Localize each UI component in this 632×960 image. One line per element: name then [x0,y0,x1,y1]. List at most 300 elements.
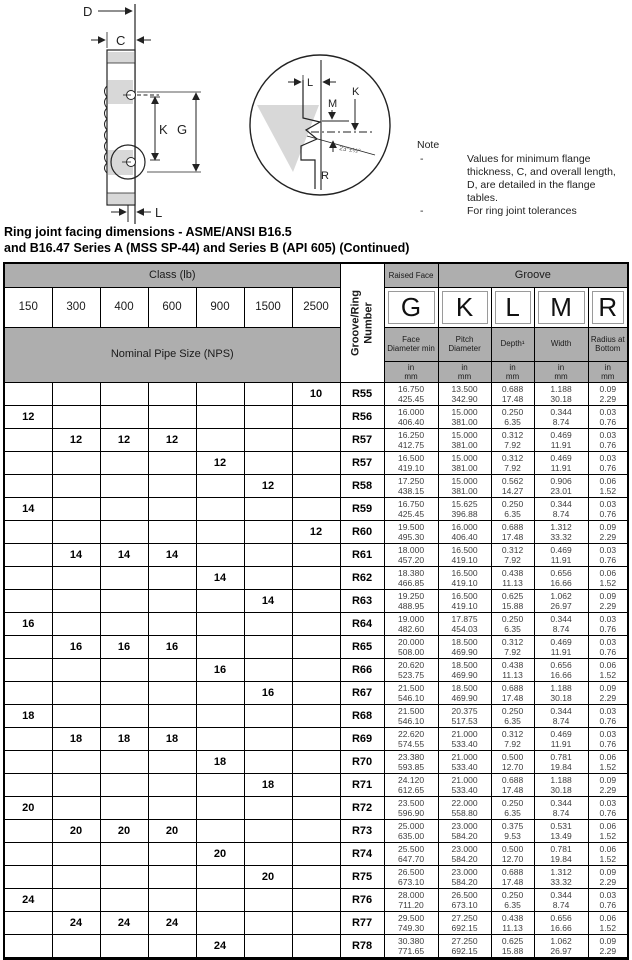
value-in: 0.469 [550,636,572,647]
dim-label-l: L [155,205,163,220]
nps-cell [292,474,340,497]
value-in: 0.06 [599,843,617,854]
nps-cell [196,681,244,704]
value-mm: 419.10 [451,601,478,611]
dim-cell [491,934,534,958]
letter-m: M [538,291,585,324]
value-in: 0.688 [501,521,524,532]
nps-cell [196,405,244,428]
detail-label-m: M [328,98,338,110]
dim-cell [534,520,588,543]
ring-number-cell: R69 [340,727,384,750]
value-mm: 6.35 [504,808,521,818]
value-in: 15.000 [451,452,478,463]
value-in: 18.380 [398,567,425,578]
dim-cell [438,451,491,474]
value-in: 16.000 [398,406,425,417]
value-mm: 0.76 [599,417,617,427]
nps-cell [196,543,244,566]
dim-cell [491,451,534,474]
dim-cell [588,796,628,819]
nps-cell [148,497,196,520]
dim-cell [588,635,628,658]
nps-cell [100,520,148,543]
dim-cell [438,543,491,566]
value-in: 0.250 [501,498,524,509]
unit-mm: mm [404,371,418,381]
dim-label-c: C [116,33,126,48]
value-in: 0.500 [501,843,524,854]
letter-cell-g [384,287,438,327]
letter-k: K [442,291,488,324]
value-in: 24.120 [398,774,425,785]
value-mm: 692.15 [451,923,478,933]
value-in: 0.688 [501,866,524,877]
dim-cell [384,520,438,543]
value-in: 0.781 [550,843,572,854]
nps-cell [4,428,52,451]
bullet-dash: - [420,153,424,165]
dim-cell [384,612,438,635]
table-row [4,819,628,842]
nps-cell [196,635,244,658]
value-in: 0.312 [501,544,524,555]
value-mm: 0.76 [599,900,617,910]
ring-number-cell: R64 [340,612,384,635]
dim-cell [491,911,534,934]
dim-cell [534,819,588,842]
value-in: 0.469 [550,429,572,440]
dim-cell [534,474,588,497]
value-mm: 1.52 [599,854,617,864]
nps-cell [4,382,52,405]
dim-cell [534,566,588,589]
ring-number-header [340,263,384,382]
dim-cell [384,566,438,589]
ring-number-cell: R72 [340,796,384,819]
dim-cell [491,635,534,658]
nps-cell [292,911,340,934]
nps-cell [196,612,244,635]
value-mm: 523.75 [398,670,425,680]
nps-cell [100,888,148,911]
value-in: 19.000 [398,613,425,624]
value-mm: 546.10 [398,693,425,703]
unit-in: in [604,362,611,372]
nps-cell [148,796,196,819]
nps-cell [244,704,292,727]
ring-number-cell: R58 [340,474,384,497]
value-in: 16.250 [398,429,425,440]
value-in: 0.625 [501,590,524,601]
class-300: 300 [52,287,100,327]
dim-cell [384,704,438,727]
nps-cell [196,520,244,543]
dim-cell [588,911,628,934]
value-mm: 17.48 [501,693,524,703]
value-mm: 6.35 [504,417,521,427]
dim-cell [384,934,438,958]
nps-cell [4,474,52,497]
value-mm: 419.10 [398,463,425,473]
class-150: 150 [4,287,52,327]
value-in: 16.500 [451,544,478,555]
dim-cell [384,497,438,520]
nps-cell [244,819,292,842]
units-cell [438,361,491,382]
dim-cell [588,451,628,474]
value-in: 0.03 [599,406,617,417]
unit-in: in [407,362,415,372]
table-row [4,934,628,958]
value-mm: 2.29 [599,946,617,956]
value-mm: 546.10 [398,716,425,726]
value-mm: 419.10 [451,578,478,588]
nps-cell: 18 [52,727,100,750]
dim-cell [534,635,588,658]
nps-cell [4,934,52,958]
value-mm: 2.29 [599,785,617,795]
nps-cell [100,497,148,520]
value-mm: 11.13 [502,923,523,933]
dim-cell [384,382,438,405]
nps-cell [292,405,340,428]
ring-number-cell: R70 [340,750,384,773]
value-in: 21.000 [451,751,478,762]
value-in: 0.688 [501,383,524,394]
value-in: 0.375 [501,820,524,831]
class-600: 600 [148,287,196,327]
nps-cell [100,474,148,497]
value-mm: 15.88 [501,601,524,611]
nps-cell [196,727,244,750]
value-in: 16.500 [451,590,478,601]
nps-cell [52,704,100,727]
value-mm: 749.30 [398,923,425,933]
ring-number-header-label: Groove/Ring Number [349,289,375,356]
value-in: 0.656 [550,567,572,578]
value-mm: 7.92 [504,647,521,657]
unit-in: in [557,362,565,372]
value-mm: 19.84 [550,854,572,864]
value-in: 1.062 [550,590,572,601]
value-mm: 1.52 [599,670,617,680]
value-in: 0.03 [599,613,617,624]
table-row [4,888,628,911]
nps-cell: 20 [196,842,244,865]
nps-cell [292,773,340,796]
value-mm: 30.18 [550,394,572,404]
dim-cell [534,543,588,566]
table-row [4,750,628,773]
dim-cell [588,842,628,865]
value-mm: 8.74 [552,509,570,519]
value-mm: 16.66 [550,578,572,588]
dim-cell [438,773,491,796]
nps-cell: 20 [100,819,148,842]
nps-cell [148,750,196,773]
nps-cell [196,773,244,796]
nps-cell [148,612,196,635]
value-mm: 6.35 [504,716,521,726]
nps-cell [52,750,100,773]
nps-cell [148,658,196,681]
nps-cell [100,704,148,727]
dim-cell [588,589,628,612]
dim-cell [491,382,534,405]
value-in: 0.09 [599,521,617,532]
table-row [4,658,628,681]
table-row [4,911,628,934]
table-row [4,497,628,520]
nps-cell [52,612,100,635]
value-in: 23.000 [451,843,478,854]
value-in: 0.250 [501,705,524,716]
table-row [4,773,628,796]
value-mm: 6.35 [504,509,521,519]
dim-cell [438,589,491,612]
dim-cell [491,842,534,865]
value-mm: 30.18 [550,785,572,795]
value-in: 16.500 [451,567,478,578]
unit-mm: mm [601,371,615,381]
dim-label-k: K [159,122,168,137]
nps-cell [292,750,340,773]
nps-cell [4,520,52,543]
value-in: 23.500 [398,797,425,808]
nps-cell [100,773,148,796]
nps-cell: 16 [148,635,196,658]
detail-label-l: L [307,77,314,89]
value-in: 15.000 [451,406,478,417]
value-in: 25.500 [398,843,425,854]
title-line-1: Ring joint facing dimensions - ASME/ANSI B16.5 [4,225,292,239]
dim-cell [384,543,438,566]
value-in: 0.656 [550,912,572,923]
nps-cell [4,911,52,934]
nps-cell [100,382,148,405]
value-mm: 469.90 [451,693,478,703]
value-in: 0.250 [501,406,524,417]
dim-cell [384,773,438,796]
value-in: 1.188 [550,682,572,693]
value-mm: 711.20 [398,900,424,910]
note-item-text: Values for minimum flange thickness, C, and overall length, D, are detailed in the flange tables. [467,153,616,204]
nps-cell [196,796,244,819]
value-in: 18.500 [451,659,478,670]
dim-cell [534,589,588,612]
table-row [4,589,628,612]
letter-l: L [495,291,531,324]
title-line-2: and B16.47 Series A (MSS SP-44) and Series B (API 605) (Continued) [4,241,410,255]
value-mm: 438.15 [398,486,425,496]
nps-cell [52,474,100,497]
nps-cell: 14 [4,497,52,520]
value-in: 0.06 [599,567,617,578]
nps-cell [244,934,292,958]
ring-number-cell: R66 [340,658,384,681]
value-in: 13.500 [451,383,478,394]
dim-cell [588,405,628,428]
value-mm: 2.29 [599,532,617,542]
table-row [4,566,628,589]
ring-number-cell: R59 [340,497,384,520]
nps-cell [52,934,100,958]
nps-cell [52,405,100,428]
dimensions-table-wrap [3,262,629,960]
value-mm: 17.48 [501,532,524,542]
value-in: 0.09 [599,774,617,785]
value-in: 0.344 [550,498,572,509]
value-mm: 11.91 [550,739,572,749]
dim-cell [588,658,628,681]
nps-cell [100,750,148,773]
ring-number-cell: R76 [340,888,384,911]
nps-cell [148,704,196,727]
value-mm: 584.20 [451,877,478,887]
dim-cell [438,819,491,842]
nps-cell [52,681,100,704]
value-in: 0.438 [501,912,524,923]
nps-cell [4,566,52,589]
ring-number-cell: R77 [340,911,384,934]
nps-cell: 18 [148,727,196,750]
dim-cell [534,773,588,796]
dim-cell [588,681,628,704]
dim-cell [384,658,438,681]
value-mm: 596.90 [398,808,425,818]
value-mm: 33.32 [550,877,572,887]
value-mm: 6.35 [504,900,521,910]
value-mm: 11.91 [550,440,572,450]
dim-header-radius: Radius at Bottom [588,327,628,361]
value-mm: 517.53 [451,716,478,726]
value-mm: 488.95 [398,601,425,611]
value-mm: 30.18 [550,693,572,703]
nps-cell [244,428,292,451]
value-mm: 454.03 [451,624,478,634]
value-mm: 8.74 [552,624,570,634]
dim-cell [384,727,438,750]
value-in: 27.250 [451,912,478,923]
value-in: 0.03 [599,728,617,739]
nps-cell: 12 [292,520,340,543]
value-in: 21.000 [451,728,478,739]
value-mm: 2.29 [599,693,617,703]
nps-cell [244,635,292,658]
nps-cell [244,796,292,819]
dim-cell [534,934,588,958]
dim-cell [534,727,588,750]
value-mm: 13.49 [550,831,572,841]
dim-cell [438,750,491,773]
value-mm: 8.74 [552,900,570,910]
value-mm: 0.76 [599,509,617,519]
dim-cell [438,382,491,405]
value-in: 0.469 [550,544,572,555]
value-in: 1.312 [550,866,572,877]
nps-cell [292,658,340,681]
nps-cell [4,819,52,842]
value-in: 0.09 [599,866,617,877]
value-in: 0.469 [550,728,572,739]
page-title [4,224,409,256]
value-in: 19.500 [398,521,425,532]
value-mm: 0.76 [599,716,617,726]
nps-cell: 18 [100,727,148,750]
nps-cell [148,842,196,865]
class-1500: 1500 [244,287,292,327]
dim-cell [491,727,534,750]
dim-cell [491,543,534,566]
nps-cell [292,888,340,911]
ring-number-cell: R56 [340,405,384,428]
nps-cell [4,727,52,750]
nps-cell: 14 [52,543,100,566]
nps-cell [244,842,292,865]
value-mm: 612.65 [398,785,425,795]
dim-cell [588,520,628,543]
value-mm: 26.97 [550,601,572,611]
nps-cell [4,842,52,865]
dim-cell [534,796,588,819]
value-in: 21.500 [398,705,425,716]
dim-cell [588,428,628,451]
value-mm: 533.40 [451,785,478,795]
nps-cell [244,543,292,566]
table-row [4,842,628,865]
nps-cell [52,796,100,819]
detail-label-k: K [352,86,360,98]
dim-cell [491,658,534,681]
dim-cell [384,796,438,819]
value-in: 0.03 [599,705,617,716]
units-cell [384,361,438,382]
value-mm: 19.84 [550,762,572,772]
value-mm: 647.70 [398,854,425,864]
ring-number-cell: R67 [340,681,384,704]
dim-cell [491,474,534,497]
nps-cell [292,543,340,566]
nps-cell [4,451,52,474]
value-mm: 482.60 [398,624,425,634]
value-mm: 11.91 [550,647,572,657]
dim-cell [384,681,438,704]
nps-cell [4,589,52,612]
unit-mm: mm [554,371,568,381]
table-row [4,865,628,888]
letter-g: G [388,291,435,324]
nps-cell [100,796,148,819]
value-in: 20.000 [398,636,425,647]
value-mm: 7.92 [504,463,521,473]
value-mm: 381.00 [451,417,478,427]
raised-face-header: Raised Face [384,263,438,287]
value-in: 0.781 [550,751,572,762]
nps-cell [196,589,244,612]
nps-cell: 16 [196,658,244,681]
nps-cell [244,612,292,635]
value-mm: 16.66 [550,923,572,933]
value-in: 25.000 [398,820,425,831]
value-in: 29.500 [398,912,425,923]
value-mm: 8.74 [552,417,570,427]
value-mm: 533.40 [451,762,478,772]
dim-cell [588,865,628,888]
dim-cell [438,934,491,958]
value-in: 23.000 [451,820,478,831]
value-mm: 0.76 [599,647,617,657]
